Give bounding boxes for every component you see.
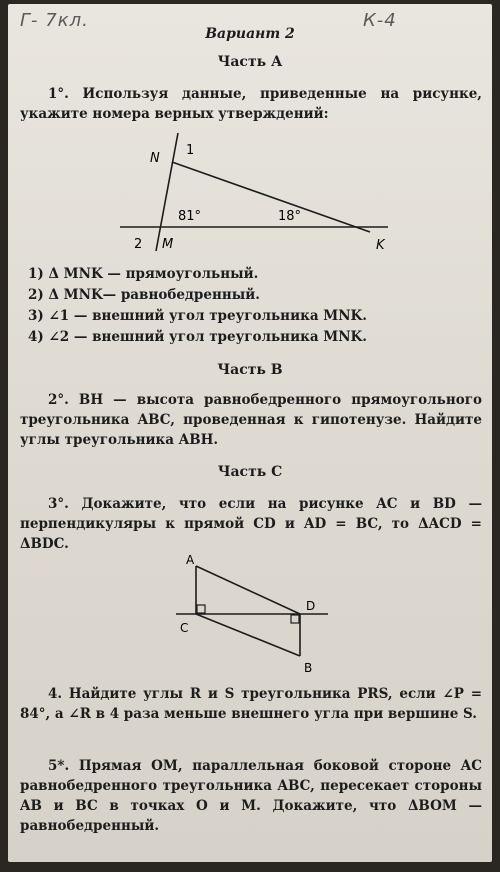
part-c-title: Часть С [217, 464, 283, 480]
worksheet [8, 4, 492, 862]
label-b: B [304, 661, 313, 675]
label-c: C [180, 621, 189, 635]
part-a-title: Часть А [217, 54, 283, 70]
label-d: D [306, 599, 316, 613]
line-nk [172, 162, 370, 232]
label-k: K [376, 238, 385, 253]
task-3-text: 3°. Докажите, что если на рисунке AC и BD — перпендикуляры к прямой CD и AD = BC, то ΔACD = ΔBDC. [20, 496, 482, 552]
label-angle-2: 2 [134, 237, 143, 252]
statement-1: 1) Δ MNK — прямоугольный. [28, 266, 259, 282]
label-angle-1: 1 [186, 143, 195, 158]
label-m: M [162, 237, 174, 252]
statement-3: 3) ∠1 — внешний угол треугольника MNK. [28, 308, 367, 324]
part-b-title: Часть В [217, 362, 283, 378]
segment-ad [196, 566, 300, 614]
segment-bc [196, 614, 300, 656]
label-a: A [186, 553, 195, 567]
label-angle-18: 18° [278, 209, 302, 224]
task-2-text: 2°. BH — высота равнобедренного прямоугольного треугольника ABC, проведенная к гипотенузе. Найдите углы треугольника ABH. [20, 392, 482, 448]
label-angle-81: 81° [178, 209, 202, 224]
handwritten-test-code: К-4 [363, 10, 397, 31]
right-angle-mark-d [291, 615, 299, 623]
task-5-text: 5*. Прямая OM, параллельная боковой стороне AC равнобедренного треугольника ABC, пересекает стороны AB и BC в точках O и M. Докажите, что ΔBOM — равнобедренный. [20, 758, 482, 834]
label-n: N [150, 151, 160, 166]
task-1-text: 1°. Используя данные, приведенные на рисунке, укажите номера верных утверждений: [20, 86, 482, 122]
statement-4: 4) ∠2 — внешний угол треугольника MNK. [28, 329, 367, 345]
variant-title: Вариант 2 [205, 26, 295, 42]
handwritten-class-note: Г- 7кл. [20, 10, 89, 31]
task-4-text: 4. Найдите углы R и S треугольника PRS, если ∠P = 84°, а ∠R в 4 раза меньше внешнего угла при вершине S. [20, 686, 482, 722]
statement-2: 2) Δ MNK— равнобедренный. [28, 287, 260, 303]
triangle-mnk-figure [108, 132, 408, 254]
perpendiculars-figure [168, 552, 338, 676]
right-angle-mark-c [197, 605, 205, 613]
